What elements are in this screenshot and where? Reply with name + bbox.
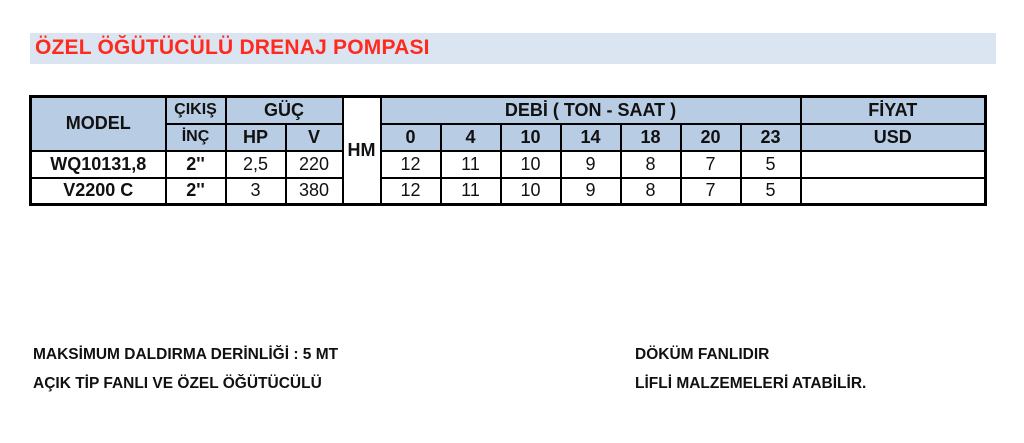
head-cell: 12 bbox=[381, 151, 441, 178]
volt-cell: 380 bbox=[286, 178, 343, 205]
flow-10: 10 bbox=[501, 124, 561, 151]
table-row bbox=[31, 178, 986, 205]
subheader-inc: İNÇ bbox=[166, 124, 226, 151]
head-cell: 10 bbox=[501, 151, 561, 178]
note-max-depth: MAKSİMUM DALDIRMA DERİNLİĞİ : 5 MT bbox=[33, 346, 339, 363]
model-cell: WQ10131,8 bbox=[31, 151, 166, 178]
subheader-v: V bbox=[286, 124, 343, 151]
head-cell: 10 bbox=[501, 178, 561, 205]
note-cast-fan: DÖKÜM FANLIDIR bbox=[635, 346, 770, 363]
head-cell: 12 bbox=[381, 178, 441, 205]
table-row bbox=[31, 151, 986, 178]
subheader-hp: HP bbox=[226, 124, 286, 151]
title-bar bbox=[30, 33, 996, 64]
hp-cell: 2,5 bbox=[226, 151, 286, 178]
model-cell: V2200 C bbox=[31, 178, 166, 205]
price-cell bbox=[801, 178, 986, 205]
head-cell: 9 bbox=[561, 151, 621, 178]
note-fibrous: LİFLİ MALZEMELERİ ATABİLİR. bbox=[635, 375, 867, 392]
head-cell: 5 bbox=[741, 151, 801, 178]
head-cell: 11 bbox=[441, 178, 501, 205]
header-row bbox=[31, 97, 986, 124]
product-table bbox=[29, 95, 987, 206]
page-title: ÖZEL ÖĞÜTÜCÜLÜ DRENAJ POMPASI bbox=[35, 36, 430, 59]
subheader-usd: USD bbox=[801, 124, 986, 151]
head-cell: 8 bbox=[621, 178, 681, 205]
head-cell: 11 bbox=[441, 151, 501, 178]
head-cell: 7 bbox=[681, 178, 741, 205]
head-cell: 5 bbox=[741, 178, 801, 205]
flow-0: 0 bbox=[381, 124, 441, 151]
flow-20: 20 bbox=[681, 124, 741, 151]
head-cell: 8 bbox=[621, 151, 681, 178]
inc-cell: 2'' bbox=[166, 178, 226, 205]
header-hm: HM bbox=[343, 97, 381, 205]
price-cell bbox=[801, 151, 986, 178]
flow-18: 18 bbox=[621, 124, 681, 151]
subheader-row bbox=[31, 124, 986, 151]
header-model: MODEL bbox=[31, 97, 166, 151]
header-guc: GÜÇ bbox=[226, 97, 343, 124]
flow-14: 14 bbox=[561, 124, 621, 151]
volt-cell: 220 bbox=[286, 151, 343, 178]
hp-cell: 3 bbox=[226, 178, 286, 205]
flow-23: 23 bbox=[741, 124, 801, 151]
header-cikis: ÇIKIŞ bbox=[166, 97, 226, 124]
inc-cell: 2'' bbox=[166, 151, 226, 178]
flow-4: 4 bbox=[441, 124, 501, 151]
head-cell: 7 bbox=[681, 151, 741, 178]
note-open-type: AÇIK TİP FANLI VE ÖZEL ÖĞÜTÜCÜLÜ bbox=[33, 375, 322, 392]
header-fiyat: FİYAT bbox=[801, 97, 986, 124]
header-debi: DEBİ ( TON - SAAT ) bbox=[381, 97, 801, 124]
head-cell: 9 bbox=[561, 178, 621, 205]
